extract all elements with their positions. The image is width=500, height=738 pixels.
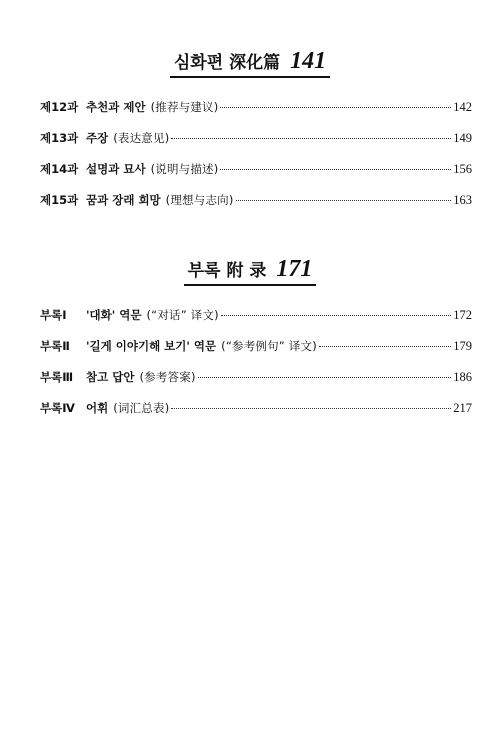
toc-entry-appendix-1[interactable] [40, 307, 472, 338]
toc-entry-appendix-4[interactable] [40, 400, 472, 431]
appendix-number: 부록Ⅲ [40, 370, 74, 384]
toc-entry-appendix-3[interactable] [40, 369, 472, 400]
dot-leader [220, 169, 451, 170]
page-number: 156 [453, 162, 472, 176]
section-heading-korean: 부록 [187, 261, 221, 281]
section-heading-text [170, 49, 330, 78]
toc-entry-appendix-2[interactable] [40, 338, 472, 369]
appendix-number: 부록Ⅳ [40, 401, 75, 415]
appendix-title: '대화' 역문 [86, 308, 142, 322]
lesson-chinese-title: (表达意见) [113, 131, 170, 145]
lesson-chinese-title: (推荐与建议) [150, 100, 219, 114]
lesson-number: 제14과 [40, 162, 79, 176]
page-number: 149 [453, 131, 472, 145]
lesson-title: 꿈과 장래 희망 [86, 193, 161, 207]
lesson-chinese-title: (说明与描述) [150, 162, 219, 176]
dot-leader [236, 200, 452, 201]
dot-leader [171, 138, 451, 139]
section-heading-chinese: 附 录 [226, 261, 267, 281]
toc-entry-lesson-14[interactable] [40, 161, 472, 192]
dot-leader [198, 377, 452, 378]
section-heading-text [184, 257, 317, 286]
lesson-title: 설명과 묘사 [86, 162, 146, 176]
lesson-number: 제12과 [40, 100, 79, 114]
toc-entry-lesson-12[interactable] [40, 99, 472, 130]
appendix-chinese-title: (词汇总表) [113, 401, 170, 415]
dot-leader [171, 408, 451, 409]
appendix-title: 어휘 [86, 401, 109, 415]
page-number: 217 [453, 401, 472, 415]
section-heading-page: 171 [276, 256, 313, 282]
appendix-title: 참고 답안 [86, 370, 135, 384]
lesson-title: 추천과 제안 [86, 100, 146, 114]
lesson-title: 주장 [86, 131, 109, 145]
appendix-chinese-title: (“对话” 译文) [146, 308, 219, 322]
appendix-chinese-title: (参考答案) [139, 370, 196, 384]
page-number: 163 [453, 193, 472, 207]
section-heading-chinese: 深化篇 [229, 53, 281, 73]
section-heading-page: 141 [290, 48, 327, 74]
toc-list-appendix [40, 307, 472, 431]
toc-list-advanced [40, 99, 472, 223]
lesson-number: 제13과 [40, 131, 79, 145]
lesson-number: 제15과 [40, 193, 79, 207]
dot-leader [221, 315, 451, 316]
appendix-title: '길게 이야기해 보기' 역문 [86, 339, 217, 353]
section-heading-appendix [0, 257, 500, 286]
page-number: 142 [453, 100, 472, 114]
page-number: 179 [453, 339, 472, 353]
appendix-chinese-title: (“参考例句” 译文) [221, 339, 317, 353]
toc-entry-lesson-15[interactable] [40, 192, 472, 223]
toc-entry-lesson-13[interactable] [40, 130, 472, 161]
lesson-chinese-title: (理想与志向) [165, 193, 234, 207]
section-heading-korean: 심화편 [173, 53, 224, 73]
page-number: 186 [453, 370, 472, 384]
appendix-number: 부록Ⅱ [40, 339, 70, 353]
appendix-number: 부록Ⅰ [40, 308, 67, 322]
page-number: 172 [453, 308, 472, 322]
dot-leader [319, 346, 451, 347]
dot-leader [220, 107, 451, 108]
section-heading-advanced [0, 49, 500, 78]
